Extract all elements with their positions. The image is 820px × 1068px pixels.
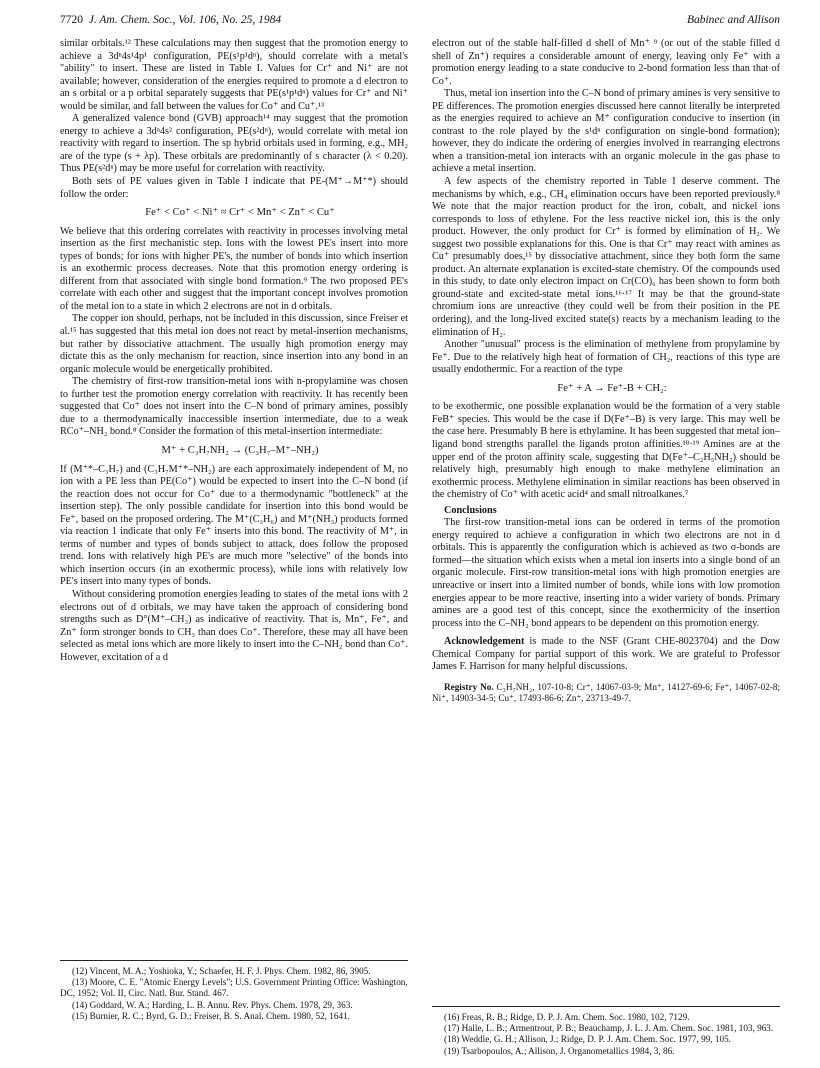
page-header	[60, 14, 780, 30]
reference-item: (19) Tsarbopoulos, A.; Allison, J. Organometallics 1984, 3, 86.	[444, 1045, 675, 1056]
paragraph: Without considering promotion energies leading to states of the metal ions with 2 electrons out of d orbitals, we may have taken the approach of considering bond strengths such as D°(M⁺–CH₃) as indicative of reactivity. That is, Mn⁺, Fe⁺, and Zn⁺ form stronger bonds to CH₃ than does Co⁺. Therefore, these may all have been selected as metal ions which are more likely to insert into the C–NH₂ bond than Co⁺. However, excitation of a d	[60, 588, 408, 663]
paragraph: similar orbitals.¹² These calculations may then suggest that the promotion energy to achieve a 3dⁿ4s¹4p¹ configuration, PE(s¹p¹dⁿ), should correlate with a metal's "ability" to insert. These are listed in Table I. Values for Cr⁺ and Ni⁺ are not available; however, consideration of the energies required to promote a d electron to an s orbital or a p orbital separately suggests that PE(s¹p¹dⁿ) values for Cr⁺ and Ni⁺ would be similar, and fall between the values for Co⁺ and Cu⁺.¹³	[60, 38, 408, 112]
left-column	[60, 38, 408, 664]
reference-item: (18) Weddle, G. H.; Allison, J.; Ridge, D. P. J. Am. Chem. Soc. 1977, 99, 105.	[444, 1034, 731, 1045]
page-number: 7720	[60, 14, 83, 26]
references-left	[60, 960, 408, 1022]
paragraph: Another "unusual" process is the elimination of methylene from propylamine by Fe⁺. Due to the relatively high heat of formation of CH₂, reactions of this type are usually endothermic. For a reaction of the type	[432, 339, 780, 376]
reference-item: (16) Freas, R. B.; Ridge, D. P. J. Am. Chem. Soc. 1980, 102, 7129.	[444, 1012, 690, 1022]
registry-text: C₃H₇NH₂, 107-10-8; Cr⁺, 14067-03-9; Mn⁺, 14127-69-6; Fe⁺, 14067-02-8; Ni⁺, 14903-34-5; Cu⁺, 17493-86-6; Zn⁺, 23713-49-7.	[432, 681, 781, 703]
paragraph: We believe that this ordering correlates with reactivity in processes involving metal insertion as the first mechanistic step. Ions with the lowest PE's insert into more types of bonds; for ions with higher PE's, the number of bonds into which insertion is an exothermic process decreases. Note that this promotion energy ordering is different from that associated with single bond formation.⁹ The two proposed PE's correlate with each other and suggest that the important concept involves promotion of the metal ion to a state in which 2 electrons are not in d orbitals.	[60, 225, 408, 312]
paragraph: A few aspects of the chemistry reported in Table I deserve comment. The mechanisms by which, e.g., CH₄ elimination occurs have been reported previously.⁸ We note that the major reaction product for the iron, cobalt, and nickel ions corresponds to loss of ethylene. For the less reactive nickel ion, this is the only product. However, the only product for Cr⁺ is formed by elimination of H₂. We suggest two possible explanations for this. One is that Cr⁺ may react with amines as Cu⁺ presumably does,¹⁵ by dissociative attachment, since they both form the same product. An alternate explanation is excited-state chemistry. Of the compounds used in this study, to date only electron impact on Cr(CO)₆ has been shown to form both ground-state and excited-state metal ions.¹⁶·¹⁷ It may be that the ground-state chromium ions are unreactive (they could well be from their position in the PE ordering), and the long-lived excited state(s) reacts by a mechanism leading to the elimination of H₂.	[432, 176, 780, 338]
reference-item: (14) Goddard, W. A.; Harding, L. B. Annu. Rev. Phys. Chem. 1978, 29, 363.	[72, 999, 353, 1010]
acknowledgement-label: Acknowledgement	[444, 636, 525, 648]
paragraph: A generalized valence bond (GVB) approach¹⁴ may suggest that the promotion energy to achieve a 3dⁿ4s² configuration, PE(s²dⁿ), would correlate with metal ion reactivity with regard to insertion. The sp hybrid orbitals used in forming, e.g., MH₂ are of the type (s + λp). These orbitals are predominantly of s character (λ < 0.20). Thus PE(s²dⁿ) may be more useful for correlation with reactivity.	[60, 113, 408, 175]
paragraph: Both sets of PE values given in Table I indicate that PE-(M⁺→M⁺*) should follow the order:	[60, 176, 408, 200]
reference-item: (13) Moore, C. E. "Atomic Energy Levels"; U.S. Government Printing Office: Washington, DC, 1952; Vol. II, Circ. Natl. Bur. Stand. 467.	[60, 977, 408, 999]
section-heading-conclusions: Conclusions	[444, 504, 497, 516]
paragraph: electron out of the stable half-filled d shell of Mn⁺ ⁹ (or out of the stable filled d shell of Zn⁺) requires a considerable amount of energy, leaving only Fe⁺ with a promotion energy leading to a state conducive to 2-bond formation less than that of Co⁺.	[432, 38, 780, 87]
equation-order: Fe⁺ < Co⁺ < Ni⁺ ≈ Cr⁺ < Mn⁺ < Zn⁺ < Cu⁺	[145, 207, 335, 219]
footnote-rule	[60, 960, 408, 961]
registry-paragraph	[432, 682, 780, 704]
acknowledgement-paragraph	[432, 636, 780, 674]
journal-name: J. Am. Chem. Soc., Vol. 106, No. 25, 1984	[88, 14, 282, 26]
reference-item: (15) Burnier, R. C.; Byrd, G. D.; Freiser, B. S. Anal. Chem. 1980, 52, 1641.	[72, 1010, 350, 1021]
paragraph: The copper ion should, perhaps, not be included in this discussion, since Freiser et al.¹⁵ has suggested that this metal ion does not react by metal-insertion mechanisms, but rather by dissociative attachment. The usually high promotion energy may dictate this as the only mechanism for reaction, since insertion into any bond in an organic molecule would be energetically prohibited.	[60, 313, 408, 375]
reference-item: (17) Halle, L. B.; Armentrout, P. B.; Beauchamp, J. L. J. Am. Chem. Soc. 1981, 103, 963.	[444, 1023, 774, 1034]
paragraph: The chemistry of first-row transition-metal ions with n-propylamine was chosen to further test the promotion energy correlation with reactivity. It has recently been suggested that Co⁺ does not insert into the C–N bond of primary amines, possibly due to a thermodynamically inaccessible insertion intermediate, due to a weak RCo⁺–NH₂ bond.⁸ Consider the formation of this metal-insertion intermediate:	[60, 376, 408, 438]
paragraph: If (M⁺*–C₃H₇) and (C₃H₇M⁺*–NH₂) are each approximately independent of M, no ion with a PE less than PE(Co⁺) would be expected to insert into the C–N bond (if the reaction does not occur for Co⁺ due to a thermodynamic "bottleneck" at the insertion step). The only possible candidate for insertion into this bond would be Fe⁺, based on the proposed ordering. The M⁺(C₃H₆) and M⁺(NH₃) products formed via reaction 1 indicate that only Fe⁺ inserts into this bond. The reactivity of M⁺, in terms of number and types of bonds subject to attack, does follow the proposed trend. Ions with relatively high PE's are much more "selective" of the bonds into which insertion occurs (in an exothermic process), while ions with relatively low PE's insert into many types of bonds.	[60, 463, 408, 588]
right-column	[432, 38, 780, 704]
equation-insertion: M⁺ + C₃H₇NH₂ → (C₃H₇–M⁺–NH₂)	[161, 444, 319, 456]
journal-citation	[60, 14, 281, 26]
paragraph: Thus, metal ion insertion into the C–N bond of primary amines is very sensitive to PE differences. The promotion energies discussed here cannot literally be interpreted as the energies required to achieve an M⁺ configuration conducive to insertion (in contrast to the role played by the s¹dⁿ configuration on single-bond formation); however, they do indicate the ordering of energies involved in rearranging electrons when a transition-metal ion interacts with an organic molecule in the gas phase to achieve a metal insertion.	[432, 88, 780, 175]
references-right	[432, 1006, 780, 1057]
equation-reaction: Fe⁺ + A → Fe⁺-B + CH₂:	[557, 382, 667, 394]
running-authors: Babinec and Allison	[686, 14, 780, 26]
reference-item: (12) Vincent, M. A.; Yoshioka, Y.; Schaefer, H. F. J. Phys. Chem. 1982, 86, 3905.	[72, 966, 371, 976]
paragraph: to be exothermic, one possible explanation would be the formation of a very stable FeB⁺ species. This would be the case if D(Fe⁺–B) is very large. This may well be the case here. Presumably B here is ethylamine. It has been suggested that metal ion–ligand bond strengths parallel the ligands proton affinities.¹⁸·¹⁹ Amines are at the upper end of the proton affinity scale, suggesting that D(Fe⁺–C₂H₅NH₂) should be relatively high, presumably high enough to make methylene elimination an exothermic process. Methylene elimination in similar reactions has been observed in the chemistry of Co⁺ with acetic acid⁴ and small nitroalkanes.⁷	[432, 401, 780, 501]
footnote-rule	[432, 1006, 780, 1007]
acknowledgement-text: is made to the NSF (Grant CHE-8023704) and the Dow Chemical Company for partial support of this work. We are grateful to Professor James F. Harrison for many helpful discussions.	[432, 636, 780, 673]
registry-label: Registry No.	[444, 681, 494, 692]
conclusions-paragraph: The first-row transition-metal ions can be ordered in terms of the promotion energy required to achieve a configuration in which two electrons are not in d orbitals. This is apparently the configuration which is achieved as two σ-bonds are formed—the situation which exists when a metal ion inserts into a single bond of an organic molecule. First-row transition-metal ions with high promotion energies are unreactive or insert into a limited number of bonds, while ions with low promotion energies appear to be more reactive, inserting into a wider variety of bonds. Primary amines are a good test of this concept, since the exothermicity of the insertion process into the C–NH₂ bond appears to be dependent on this promotion energy.	[432, 517, 780, 629]
